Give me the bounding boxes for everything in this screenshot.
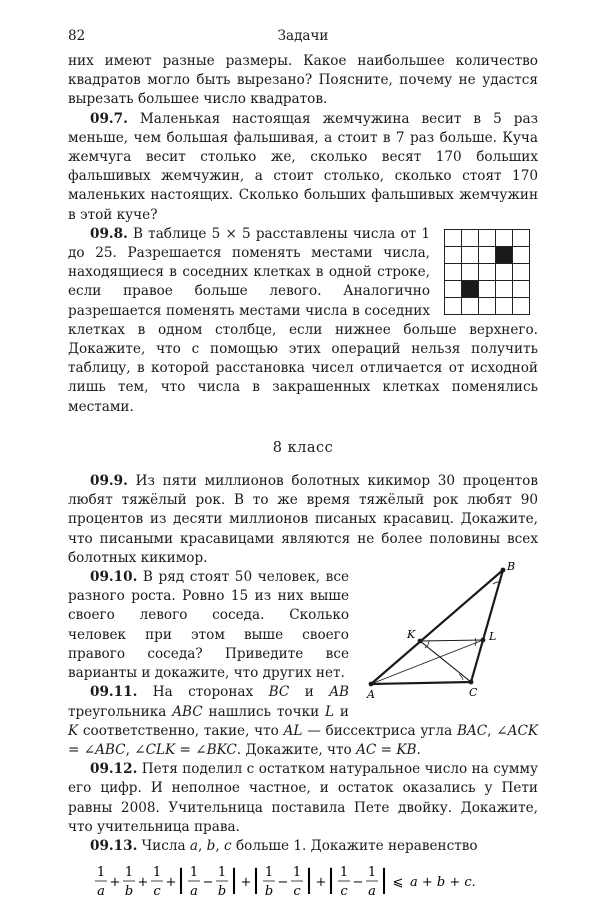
math-var: K bbox=[68, 722, 79, 739]
numerator: 1 bbox=[124, 865, 134, 881]
denominator: c bbox=[293, 884, 301, 900]
plus-sign: + bbox=[109, 875, 121, 891]
point-b bbox=[501, 568, 506, 573]
grid-cell bbox=[513, 230, 530, 247]
inequality-svg bbox=[68, 860, 538, 904]
problem-09-8-block bbox=[68, 225, 538, 417]
math-var: BAC bbox=[456, 722, 488, 739]
page-content bbox=[68, 52, 538, 904]
grid-figure bbox=[444, 229, 530, 315]
inequality-formula bbox=[68, 860, 538, 904]
denominator: b bbox=[264, 884, 274, 900]
math-var: BC bbox=[268, 684, 290, 701]
minus-sign: − bbox=[277, 875, 289, 891]
problem-number: 09.8. bbox=[90, 225, 128, 242]
math-expr: AC = KB bbox=[356, 741, 417, 758]
math-expr: ∠CLK = ∠BKC bbox=[134, 741, 237, 758]
grid-cell bbox=[496, 298, 513, 315]
problem-text: Петя поделил с остатком натуральное число на сумму его цифр. И неполное частное, и остаток оказались у Пети равны 2008. Учительница поставила Пете двойку. Докажите, что учительница права. bbox=[68, 761, 538, 835]
grid-cell bbox=[462, 264, 479, 281]
leq-sign: ⩽ bbox=[392, 875, 404, 891]
grid-cell bbox=[513, 264, 530, 281]
grid-cell bbox=[513, 298, 530, 315]
grid-cell bbox=[479, 298, 496, 315]
minus-sign: − bbox=[202, 875, 214, 891]
grid-cell bbox=[445, 247, 462, 264]
problem-number: 09.11. bbox=[90, 684, 138, 701]
text-fragment: , bbox=[125, 741, 135, 758]
abs-bar: | bbox=[379, 865, 389, 896]
numerator: 1 bbox=[339, 865, 349, 881]
problem-09-12 bbox=[68, 760, 538, 837]
grid-cell-shaded bbox=[462, 281, 479, 298]
abs-bar: | bbox=[176, 865, 186, 896]
math-var: ABC bbox=[172, 703, 203, 720]
rhs-expression: a + b + c. bbox=[410, 875, 476, 891]
label-c: C bbox=[469, 686, 478, 700]
problem-text: Из пяти миллионов болотных кикимор 30 процентов любят тяжёлый рок. В то же время тяжёлый рок любят 90 процентов из десяти миллионов писаных красавиц. Докажите, что писаными красавицами являются не более половины всех болотных кикимор. bbox=[68, 473, 538, 566]
denominator: a bbox=[368, 884, 376, 900]
problem-text: В ряд стоят 50 человек, все разного роста. Ровно 15 из них выше своего левого соседа. Сколько человек при этом выше своего правого соседа? Приведите все варианты и докажите, что других нет. bbox=[68, 569, 349, 682]
math-expr: ∠ACK = ∠ABC bbox=[68, 722, 538, 758]
triangle-diagram bbox=[363, 562, 528, 702]
problem-text: В таблице 5 × 5 расставлены числа от 1 до 25. Разрешается поменять местами числа, находящиеся в соседних клетках в одной строке, если правое больше левого. Аналогично разрешается поменять местами числа в соседних клетках в одном столбце, если нижнее больше верхнего. Докажите, что с помощью этих операций нельзя получить таблицу, в которой расстановка чисел отличается от исходной лишь тем, что числа в закрашенных клетках поменялись местами. bbox=[68, 225, 538, 415]
text-fragment: и bbox=[289, 684, 330, 701]
text-fragment: больше 1. Докажите неравенство bbox=[231, 837, 478, 854]
math-var: b bbox=[206, 837, 216, 854]
point-k bbox=[418, 639, 423, 644]
math-var: c bbox=[224, 837, 232, 854]
side-bc bbox=[471, 570, 503, 682]
angle-l bbox=[475, 638, 476, 646]
abs-bar: | bbox=[326, 865, 336, 896]
numerator: 1 bbox=[292, 865, 302, 881]
text-fragment: . Докажите, что bbox=[236, 741, 357, 758]
point-a bbox=[369, 682, 374, 687]
math-var: AB bbox=[329, 684, 349, 701]
problem-number: 09.13. bbox=[90, 837, 138, 854]
text-fragment: нашлись точки bbox=[202, 703, 326, 720]
numerator: 1 bbox=[189, 865, 199, 881]
text-fragment: треугольника bbox=[68, 703, 173, 720]
problem-text: Маленькая настоящая жемчужина весит в 5 раз меньше, чем большая фальшивая, а стоит в 7 раз больше. Куча жемчуга весит столько же, сколько весят 170 больших фальшивых жемчужин, а стоит столько, сколько стоят 170 маленьких настоящих. Сколько больших фальшивых жемчужин в этой куче? bbox=[68, 110, 538, 223]
grid-cell bbox=[462, 247, 479, 264]
grid-cell bbox=[462, 298, 479, 315]
continuation-paragraph: них имеют разные размеры. Какое наибольшее количество квадратов могло быть вырезано? Поясните, почему не удастся вырезать большее число квадратов. bbox=[68, 53, 538, 108]
denominator: c bbox=[340, 884, 348, 900]
plus-sign: + bbox=[137, 875, 149, 891]
problem-09-7 bbox=[68, 110, 538, 225]
label-k: K bbox=[407, 628, 416, 642]
point-c bbox=[469, 680, 474, 685]
text-fragment: соответственно, такие, что bbox=[78, 722, 284, 739]
text-fragment: На сторонах bbox=[152, 684, 269, 701]
problem-09-13 bbox=[68, 837, 538, 856]
math-var: L bbox=[325, 703, 335, 720]
denominator: b bbox=[124, 884, 134, 900]
text-fragment: — биссектриса угла bbox=[302, 722, 457, 739]
problem-09-9 bbox=[68, 472, 538, 568]
grid-cell bbox=[496, 230, 513, 247]
plus-sign: + bbox=[165, 875, 177, 891]
text-fragment: , bbox=[198, 837, 207, 854]
denominator: b bbox=[217, 884, 227, 900]
problem-number: 09.12. bbox=[90, 761, 138, 778]
page-number: 82 bbox=[68, 28, 86, 44]
numerator: 1 bbox=[264, 865, 274, 881]
running-title: Задачи bbox=[277, 28, 329, 44]
denominator: a bbox=[97, 884, 105, 900]
grid-cell bbox=[445, 298, 462, 315]
section-title: 8 класс bbox=[272, 439, 334, 456]
denominator: c bbox=[153, 884, 161, 900]
numerator: 1 bbox=[217, 865, 227, 881]
grid-cell bbox=[479, 264, 496, 281]
label-b: B bbox=[507, 562, 516, 574]
triangle-figure bbox=[363, 562, 528, 708]
grid-cell bbox=[462, 230, 479, 247]
grid-cell-shaded bbox=[496, 247, 513, 264]
grid-cell bbox=[445, 230, 462, 247]
plus-sign: + bbox=[315, 875, 327, 891]
text-fragment: и bbox=[334, 703, 349, 720]
text-fragment: Числа bbox=[141, 837, 190, 854]
label-a: A bbox=[367, 688, 375, 702]
problems-10-11-block bbox=[68, 562, 538, 760]
text-fragment: , bbox=[487, 722, 497, 739]
numerator: 1 bbox=[152, 865, 162, 881]
grid-cell bbox=[496, 281, 513, 298]
grid-cell bbox=[479, 230, 496, 247]
side-ac bbox=[371, 682, 471, 684]
grid-cell bbox=[445, 264, 462, 281]
abs-bar: | bbox=[251, 865, 261, 896]
abs-bar: | bbox=[229, 865, 239, 896]
problem-number: 09.7. bbox=[90, 110, 128, 127]
grid-cell bbox=[479, 247, 496, 264]
grid-5x5 bbox=[444, 229, 530, 315]
text-fragment: . bbox=[416, 741, 421, 758]
grid-cell bbox=[445, 281, 462, 298]
problem-number: 09.10. bbox=[90, 569, 138, 586]
math-var: AL bbox=[283, 722, 303, 739]
label-l: L bbox=[489, 630, 497, 644]
grid-cell bbox=[513, 247, 530, 264]
page-header bbox=[68, 28, 538, 46]
point-l bbox=[481, 638, 486, 643]
grid-cell bbox=[513, 281, 530, 298]
side-ab bbox=[371, 570, 503, 684]
grid-cell bbox=[496, 264, 513, 281]
numerator: 1 bbox=[96, 865, 106, 881]
abs-bar: | bbox=[304, 865, 314, 896]
plus-sign: + bbox=[240, 875, 252, 891]
math-var: a bbox=[189, 837, 198, 854]
minus-sign: − bbox=[352, 875, 364, 891]
numerator: 1 bbox=[367, 865, 377, 881]
segment-kl bbox=[420, 640, 483, 641]
text-fragment: , bbox=[215, 837, 225, 854]
grid-cell bbox=[479, 281, 496, 298]
denominator: a bbox=[190, 884, 198, 900]
problem-number: 09.9. bbox=[90, 473, 128, 490]
